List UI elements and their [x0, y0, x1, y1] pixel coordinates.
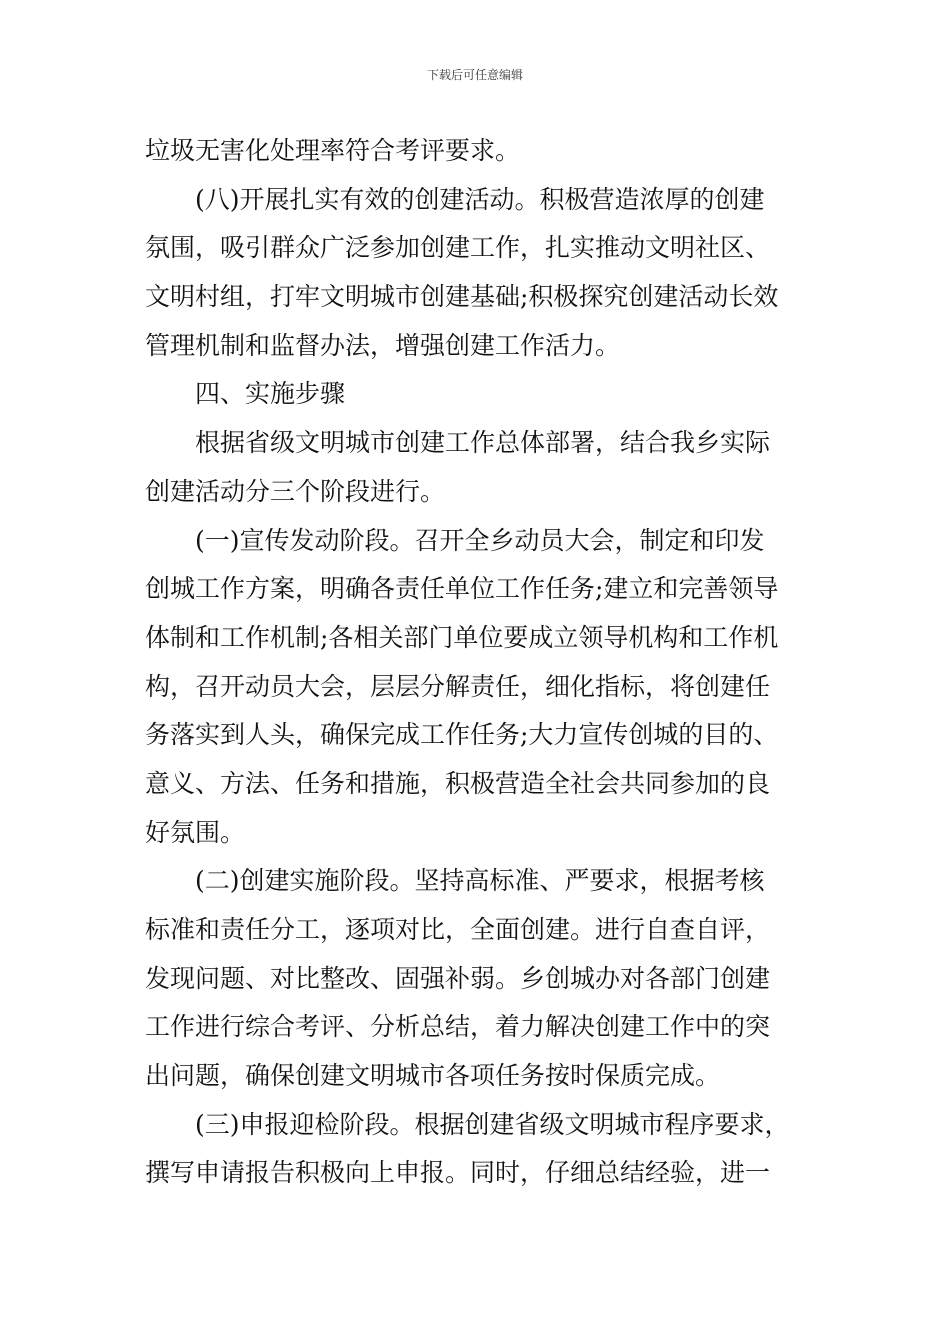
paragraph-heading-2: (二)创建实施阶段。坚持高标准、严要求，根据考核 [195, 866, 765, 896]
text-line: 构，召开动员大会，层层分解责任，细化指标，将创建任 [145, 671, 771, 701]
text-line: 氛围，吸引群众广泛参加创建工作，扎实推动文明社区、 [145, 233, 771, 263]
document-body [145, 127, 825, 1198]
text-line: 体制和工作机制;各相关部门单位要成立领导机构和工作机 [145, 622, 779, 652]
text-line: 文明村组，打牢文明城市创建基础;积极探究创建活动长效 [145, 282, 779, 312]
text-line: 管理机制和监督办法，增强创建工作活力。 [145, 330, 621, 360]
page-header: 下载后可任意编辑 [426, 68, 523, 82]
text-line: 发现问题、对比整改、固强补弱。乡创城办对各部门创建 [145, 963, 771, 993]
text-line: 出问题，确保创建文明城市各项任务按时保质完成。 [145, 1061, 721, 1091]
paragraph-heading-3: (三)申报迎检阶段。根据创建省级文明城市程序要求， [195, 1109, 790, 1139]
text-line: 撰写申请报告积极向上申报。同时，仔细总结经验，进一 [145, 1158, 771, 1188]
text-line: 务落实到人头，确保完成工作任务;大力宣传创城的目的、 [145, 720, 779, 750]
text-line: 意义、方法、任务和措施，积极营造全社会共同参加的良 [145, 768, 771, 798]
text-line: 好氛围。 [145, 817, 246, 847]
text-line: 垃圾无害化处理率符合考评要求。 [145, 136, 521, 165]
paragraph-heading-1: (一)宣传发动阶段。召开全乡动员大会，制定和印发 [195, 525, 765, 555]
text-line: 创城工作方案，明确各责任单位工作任务;建立和完善领导 [145, 574, 779, 604]
text-line: 根据省级文明城市创建工作总体部署，结合我乡实际 [195, 428, 771, 458]
section-heading-steps: 四、实施步骤 [195, 379, 346, 409]
paragraph-heading-8: (八)开展扎实有效的创建活动。积极营造浓厚的创建 [195, 184, 765, 214]
text-line: 工作进行综合考评、分析总结，着力解决创建工作中的突 [145, 1012, 771, 1042]
text-line: 创建活动分三个阶段进行。 [145, 476, 446, 506]
text-line: 标准和责任分工，逐项对比，全面创建。进行自查自评， [145, 915, 771, 944]
